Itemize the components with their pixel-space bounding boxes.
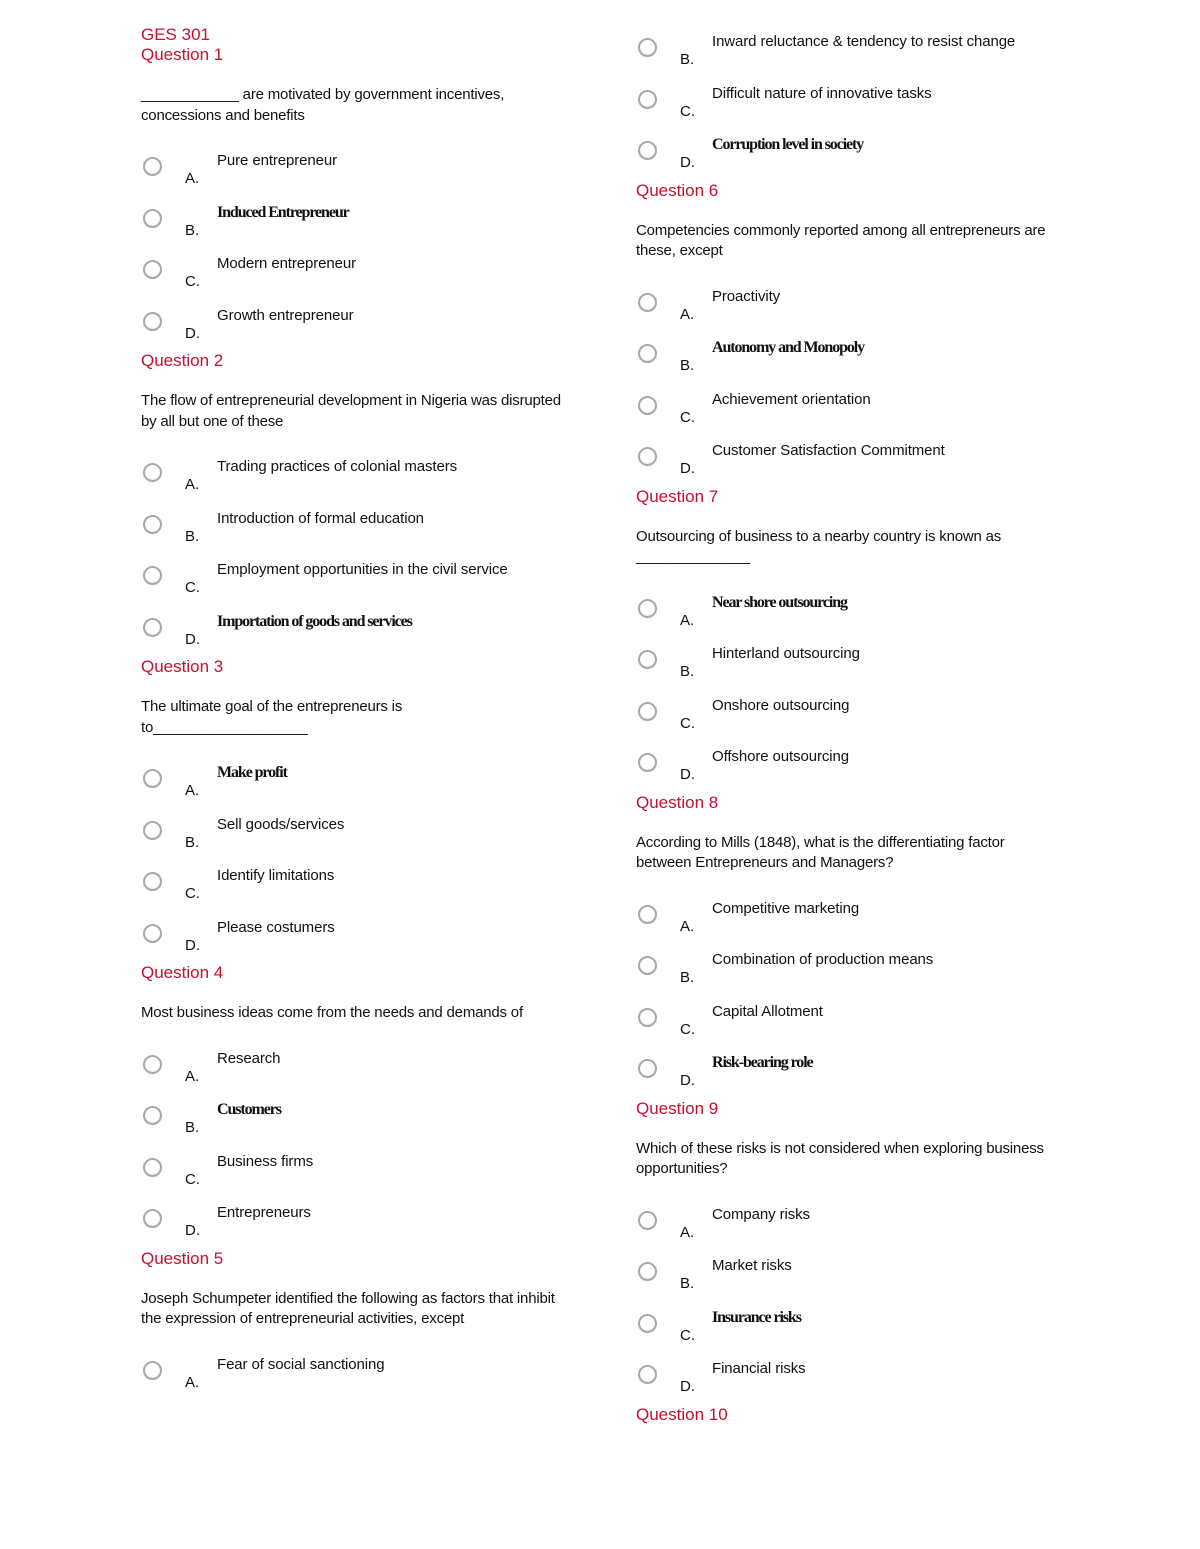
- option-text: Autonomy and Monopoly: [712, 339, 865, 356]
- answer-option[interactable]: [636, 696, 1076, 748]
- radio-button[interactable]: [143, 1055, 162, 1074]
- option-letter: D.: [185, 324, 200, 342]
- radio-button[interactable]: [638, 702, 657, 721]
- option-letter: B.: [680, 357, 695, 374]
- option-letter: B.: [680, 51, 695, 68]
- option-letter: C.: [185, 273, 200, 290]
- answer-option[interactable]: [141, 1049, 581, 1101]
- option-letter: B.: [680, 969, 695, 986]
- radio-button[interactable]: [143, 463, 162, 482]
- radio-button[interactable]: [143, 312, 162, 331]
- option-letter: B.: [680, 663, 695, 680]
- option-text: Please costumers: [217, 918, 335, 936]
- radio-button[interactable]: [143, 1361, 162, 1380]
- option-letter: A.: [185, 1067, 200, 1085]
- answer-option[interactable]: [636, 338, 1076, 390]
- right-column: [636, 0, 1076, 1425]
- radio-button[interactable]: [638, 650, 657, 669]
- radio-button[interactable]: [638, 38, 657, 57]
- answer-option[interactable]: [141, 151, 581, 203]
- answer-option[interactable]: [636, 135, 1076, 181]
- option-letter: B.: [185, 1119, 200, 1136]
- answer-option[interactable]: [141, 306, 581, 352]
- option-letter: C.: [680, 1020, 695, 1038]
- radio-button[interactable]: [638, 1211, 657, 1230]
- option-letter: B.: [185, 527, 200, 545]
- option-text: Trading practices of colonial masters: [217, 458, 458, 475]
- radio-button[interactable]: [143, 872, 162, 891]
- answer-option[interactable]: [141, 1355, 581, 1407]
- option-letter: D.: [680, 460, 695, 477]
- answer-option[interactable]: [141, 815, 581, 867]
- answer-option[interactable]: [141, 509, 581, 561]
- option-text: Inward reluctance & tendency to resist change: [712, 33, 1016, 50]
- option-text: Financial risks: [712, 1360, 806, 1377]
- radio-button[interactable]: [143, 1209, 162, 1228]
- radio-button[interactable]: [143, 618, 162, 637]
- option-text: Customer Satisfaction Commitment: [712, 442, 945, 459]
- option-letter: B.: [680, 1275, 695, 1292]
- radio-button[interactable]: [143, 1106, 162, 1125]
- question-text: Competencies commonly reported among all entrepreneurs are these, except: [636, 221, 1046, 259]
- option-text: Capital Allotment: [712, 1002, 823, 1020]
- option-letter: D.: [185, 1222, 200, 1239]
- option-text: Proactivity: [712, 287, 781, 305]
- question-text: The ultimate goal of the entrepreneurs is to___________________: [141, 698, 403, 736]
- radio-button[interactable]: [638, 396, 657, 415]
- answer-option[interactable]: [636, 1002, 1076, 1054]
- question-text: Outsourcing of business to a nearby country is known as ______________: [636, 527, 1002, 565]
- option-letter: A.: [680, 917, 695, 935]
- answer-option[interactable]: [636, 950, 1076, 1002]
- question-heading: Question 2: [141, 351, 224, 370]
- option-text: Induced Entrepreneur: [217, 203, 349, 221]
- question-text: According to Mills (1848), what is the differentiating factor between Entrepreneurs and Managers?: [636, 833, 1005, 871]
- option-text: Pure entrepreneur: [217, 152, 338, 169]
- radio-button[interactable]: [143, 566, 162, 585]
- question-heading: Question 1: [141, 45, 224, 64]
- question-heading: Question 7: [636, 486, 719, 506]
- option-text: Insurance risks: [712, 1308, 801, 1326]
- option-letter: D.: [680, 766, 695, 783]
- answer-option[interactable]: [141, 612, 581, 658]
- question-text: The flow of entrepreneurial development in Nigeria was disrupted by all but one of these: [141, 392, 561, 430]
- radio-button[interactable]: [143, 209, 162, 228]
- option-letter: A.: [680, 1223, 695, 1241]
- question-text: Most business ideas come from the needs and demands of: [141, 1004, 523, 1021]
- option-text: Customers: [217, 1101, 281, 1118]
- answer-option[interactable]: [141, 203, 581, 255]
- option-text: Onshore outsourcing: [712, 696, 850, 714]
- answer-option[interactable]: [141, 1203, 581, 1249]
- answer-option[interactable]: [636, 593, 1076, 645]
- radio-button[interactable]: [638, 599, 657, 618]
- radio-button[interactable]: [143, 515, 162, 534]
- option-text: Research: [217, 1049, 281, 1067]
- answer-option[interactable]: [636, 441, 1076, 487]
- answer-option[interactable]: [636, 1205, 1076, 1257]
- option-text: Market risks: [712, 1257, 792, 1274]
- option-text: Identify limitations: [217, 867, 335, 884]
- answer-option[interactable]: [636, 1308, 1076, 1360]
- option-text: Fear of social sanctioning: [217, 1355, 385, 1373]
- radio-button[interactable]: [638, 447, 657, 466]
- question-heading: Question 8: [636, 792, 719, 812]
- option-letter: C.: [680, 408, 695, 426]
- question-heading: Question 10: [636, 1404, 728, 1424]
- radio-button[interactable]: [638, 1059, 657, 1078]
- radio-button[interactable]: [143, 821, 162, 840]
- option-letter: D.: [680, 1072, 695, 1089]
- option-text: Company risks: [712, 1205, 810, 1223]
- answer-option[interactable]: [636, 84, 1076, 136]
- option-text: Offshore outsourcing: [712, 748, 849, 765]
- option-text: Growth entrepreneur: [217, 306, 354, 324]
- answer-option[interactable]: [636, 32, 1076, 84]
- option-text: Competitive marketing: [712, 899, 860, 917]
- radio-button[interactable]: [638, 1365, 657, 1384]
- answer-option[interactable]: [141, 866, 581, 918]
- radio-button[interactable]: [638, 1262, 657, 1281]
- radio-button[interactable]: [638, 753, 657, 772]
- question-heading: Question 5: [141, 1248, 224, 1268]
- answer-option[interactable]: [636, 1256, 1076, 1308]
- answer-option[interactable]: [141, 457, 581, 509]
- radio-button[interactable]: [638, 90, 657, 109]
- option-letter: B.: [185, 833, 200, 851]
- option-text: Modern entrepreneur: [217, 255, 357, 272]
- radio-button[interactable]: [638, 1314, 657, 1333]
- option-letter: A.: [185, 170, 200, 187]
- radio-button[interactable]: [638, 344, 657, 363]
- course-title: GES 301: [141, 25, 210, 44]
- radio-button[interactable]: [143, 769, 162, 788]
- radio-button[interactable]: [638, 293, 657, 312]
- radio-button[interactable]: [143, 157, 162, 176]
- option-letter: B.: [185, 221, 200, 239]
- option-text: Importation of goods and services: [217, 612, 412, 630]
- answer-option[interactable]: [141, 918, 581, 964]
- option-letter: C.: [185, 885, 200, 902]
- option-text: Make profit: [217, 764, 287, 781]
- answer-option[interactable]: [636, 747, 1076, 793]
- option-text: Hinterland outsourcing: [712, 645, 860, 662]
- option-text: Business firms: [217, 1152, 314, 1170]
- question-heading: Question 9: [636, 1098, 719, 1118]
- question-heading: Question 6: [636, 180, 719, 200]
- question-text: Joseph Schumpeter identified the following as factors that inhibit the expression of entrepreneurial activities, except: [141, 1289, 555, 1327]
- option-letter: A.: [185, 476, 200, 493]
- option-text: Introduction of formal education: [217, 509, 424, 527]
- option-letter: C.: [185, 1170, 200, 1188]
- radio-button[interactable]: [638, 1008, 657, 1027]
- option-letter: D.: [680, 154, 695, 171]
- question-text: ____________ are motivated by government incentives, concessions and benefits: [141, 86, 505, 124]
- answer-option[interactable]: [141, 763, 581, 815]
- option-letter: C.: [680, 1326, 695, 1344]
- answer-option[interactable]: [141, 254, 581, 306]
- radio-button[interactable]: [638, 956, 657, 975]
- radio-button[interactable]: [143, 260, 162, 279]
- radio-button[interactable]: [638, 141, 657, 160]
- option-letter: C.: [680, 102, 695, 120]
- answer-option[interactable]: [141, 1152, 581, 1204]
- option-letter: A.: [680, 305, 695, 323]
- option-letter: D.: [185, 630, 200, 648]
- option-text: Employment opportunities in the civil service: [217, 561, 508, 578]
- answer-option[interactable]: [636, 287, 1076, 339]
- answer-option[interactable]: [636, 644, 1076, 696]
- option-letter: A.: [680, 611, 695, 629]
- radio-button[interactable]: [143, 924, 162, 943]
- option-text: Difficult nature of innovative tasks: [712, 84, 932, 102]
- option-text: Sell goods/services: [217, 815, 345, 833]
- option-text: Combination of production means: [712, 951, 934, 968]
- answer-option[interactable]: [636, 899, 1076, 951]
- option-letter: A.: [185, 1373, 200, 1391]
- option-text: Corruption level in society: [712, 136, 864, 153]
- radio-button[interactable]: [143, 1158, 162, 1177]
- option-letter: D.: [185, 936, 200, 954]
- answer-option[interactable]: [636, 390, 1076, 442]
- option-letter: A.: [185, 782, 200, 799]
- question-heading: Question 3: [141, 657, 224, 676]
- option-text: Near shore outsourcing: [712, 593, 847, 611]
- option-text: Risk-bearing role: [712, 1054, 813, 1071]
- answer-option[interactable]: [636, 1053, 1076, 1099]
- answer-option[interactable]: [636, 1359, 1076, 1405]
- radio-button[interactable]: [638, 905, 657, 924]
- option-letter: C.: [185, 579, 200, 596]
- option-letter: D.: [680, 1378, 695, 1395]
- question-text: Which of these risks is not considered when exploring business opportunities?: [636, 1139, 1044, 1177]
- option-letter: C.: [680, 714, 695, 732]
- answer-option[interactable]: [141, 1100, 581, 1152]
- question-heading: Question 4: [141, 963, 224, 982]
- option-text: Entrepreneurs: [217, 1204, 311, 1221]
- left-column: [141, 0, 581, 1406]
- option-text: Achievement orientation: [712, 390, 871, 408]
- answer-option[interactable]: [141, 560, 581, 612]
